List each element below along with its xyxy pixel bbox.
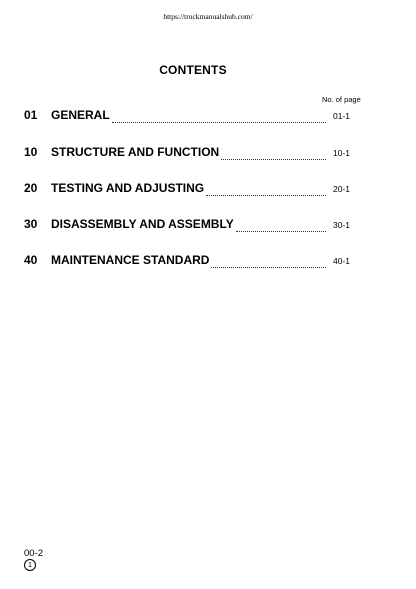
toc-entry-page: 30-1	[332, 220, 350, 230]
toc-entry-page: 20-1	[332, 184, 350, 194]
dot-leader	[112, 114, 326, 123]
toc-entry-label: STRUCTURE AND FUNCTION	[51, 145, 220, 159]
dot-leader	[236, 223, 326, 232]
page-number: 00-2	[24, 548, 44, 559]
dot-leader	[221, 151, 326, 160]
toc-entry-number: 30	[24, 217, 38, 231]
toc-entry-structure-and-function	[24, 145, 350, 161]
toc-entry-number: 20	[24, 181, 38, 195]
dot-leader	[211, 259, 326, 268]
toc-entry-number: 40	[24, 253, 38, 267]
toc-entry-maintenance-standard	[24, 253, 350, 269]
toc-entry-page: 40-1	[332, 256, 350, 266]
revision-mark: 1	[24, 559, 36, 571]
toc-entry-testing-and-adjusting	[24, 181, 350, 197]
toc-entry-general	[24, 108, 350, 124]
toc-entry-disassembly-and-assembly	[24, 217, 350, 233]
toc-entry-number: 10	[24, 145, 38, 159]
page-title: CONTENTS	[159, 63, 227, 77]
dot-leader	[206, 187, 326, 196]
toc-entry-page: 10-1	[332, 148, 350, 158]
toc-entry-number: 01	[24, 108, 38, 122]
toc-entry-label: DISASSEMBLY AND ASSEMBLY	[51, 217, 234, 231]
source-url: https://truckmanualshub.com/	[163, 12, 253, 21]
toc-entry-label: GENERAL	[51, 108, 110, 122]
toc-entry-label: TESTING AND ADJUSTING	[51, 181, 205, 195]
toc-entry-page: 01-1	[332, 111, 350, 121]
page-column-header: No. of page	[322, 95, 361, 104]
toc-entry-label: MAINTENANCE STANDARD	[51, 253, 210, 267]
